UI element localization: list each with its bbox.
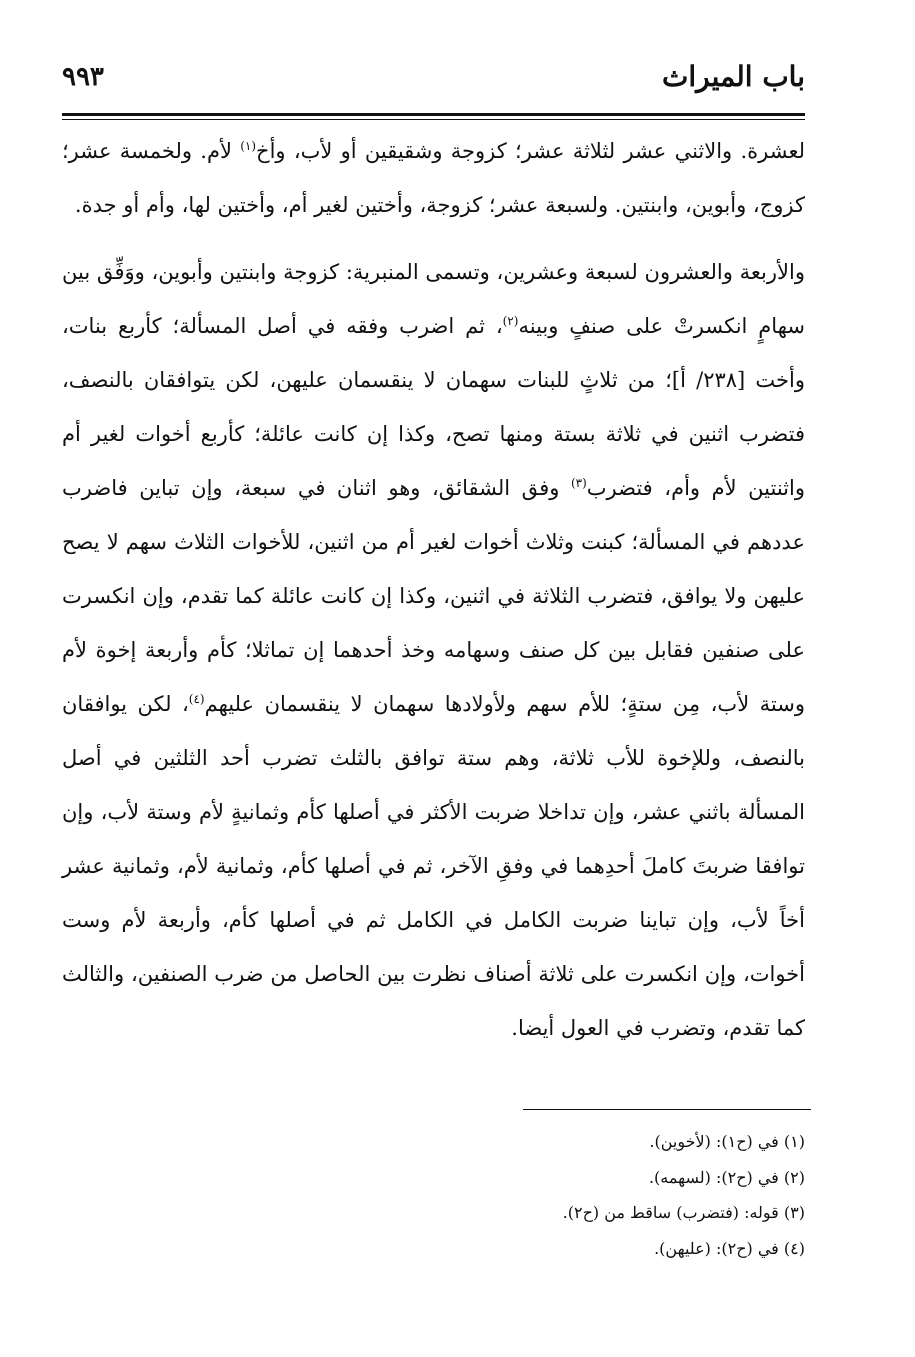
header-rule-thin [62,119,805,120]
footnote-1: (١) في (ح١): (لأخوين). [649,1132,805,1151]
main-text [62,124,805,1055]
paragraph-2-part-b: ، ثم اضرب وفقه في أصل المسألة؛ كأربع بنات، وأخت [٢٣٨/ أ]؛ من ثلاثٍ للبنات سهمان لا ينقسمان عليهن، لكن يتوافقان بالنصف، فتضرب اثنين في ثلاثة بستة ومنها تصح، وكذا إن كانت عائلة؛ كأربع أخوات لغير أم واثنتين لأم وأم، فتضرب [62,314,805,500]
footnote-3: (٣) قوله: (فتضرب) ساقط من (ح٢). [562,1203,805,1222]
footnote-separator [523,1109,811,1110]
header-rule-thick [62,113,805,116]
footnote-ref-2[interactable]: (٢) [502,314,519,328]
footnotes [62,1124,805,1266]
paragraph-2-part-a: والأربعة والعشرون لسبعة وعشرين، وتسمى المنبرية: كزوجة وابنتين وأبوين، ووَفِّق بين سهامٍ انكسرتْ على صنفٍ وبينه [62,260,805,338]
footnote-ref-3[interactable]: (٣) [570,476,587,490]
paragraph-2-part-d: ، لكن يوافقان بالنصف، وللإخوة للأب ثلاثة، وهم ستة توافق بالثلث تضرب أحد الثلثين في أصل المسألة باثني عشر، وإن تداخلا ضربت الأكثر في أصلها كأم وثمانيةٍ لأم وستة لأب، وإن توافقا ضربتَ كاملَ أحدِهما في وفقِ الآخر، ثم في أصلها كأم، وثمانية لأم، وثمانية عشر أخاً لأب، وإن تباينا ضربت الكامل في الكامل ثم في أصلها كأم، وأربعة لأم وست أخوات، وإن انكسرت على ثلاثة أصناف نظرت بين الحاصل من ضرب الصنفين، والثالث كما تقدم، وتضرب في العول أيضا. [62,692,805,1040]
paragraph-2-part-c: وفق الشقائق، وهو اثنان في سبعة، وإن تباين فاضرب عددهم في المسألة؛ كبنت وثلاث أخوات لغير أم من اثنين، للأخوات الثلاث سهم لا يصح عليهن ولا يوافق، فتضرب الثلاثة في اثنين، وكذا إن كانت عائلة كما تقدم، وإن انكسرت على صنفين فقابل بين كل صنف وسهامه وخذ أحدهما إن تماثلا؛ كأم وأربعة إخوة لأم وستة لأب، مِن ستةٍ؛ للأم سهم ولأولادها سهمان لا ينقسمان عليهم [62,476,806,716]
paragraph-1 [62,124,805,232]
footnote-ref-1[interactable]: (١) [240,139,257,153]
paragraph-1-part-b: لأم. ولخمسة عشر؛ كزوج، وأبوين، وابنتين. ولسبعة عشر؛ كزوجة، وأختين لغير أم، وأختين لها، وأم أو جدة. [62,139,805,217]
footnote-4: (٤) في (ح٢): (عليهن). [654,1238,805,1258]
page-number: ٩٩٣ [62,62,104,92]
paragraph-1-part-a: لعشرة. والاثني عشر لثلاثة عشر؛ كزوجة وشقيقين أو لأب، وأخ [256,139,805,163]
page-header [62,60,805,100]
footnote-2: (٢) في (ح٢): (لسهمه). [648,1167,805,1187]
paragraph-2 [62,245,805,1055]
footnote-ref-4[interactable]: (٤) [188,692,205,706]
running-title: باب الميراث [662,60,805,93]
